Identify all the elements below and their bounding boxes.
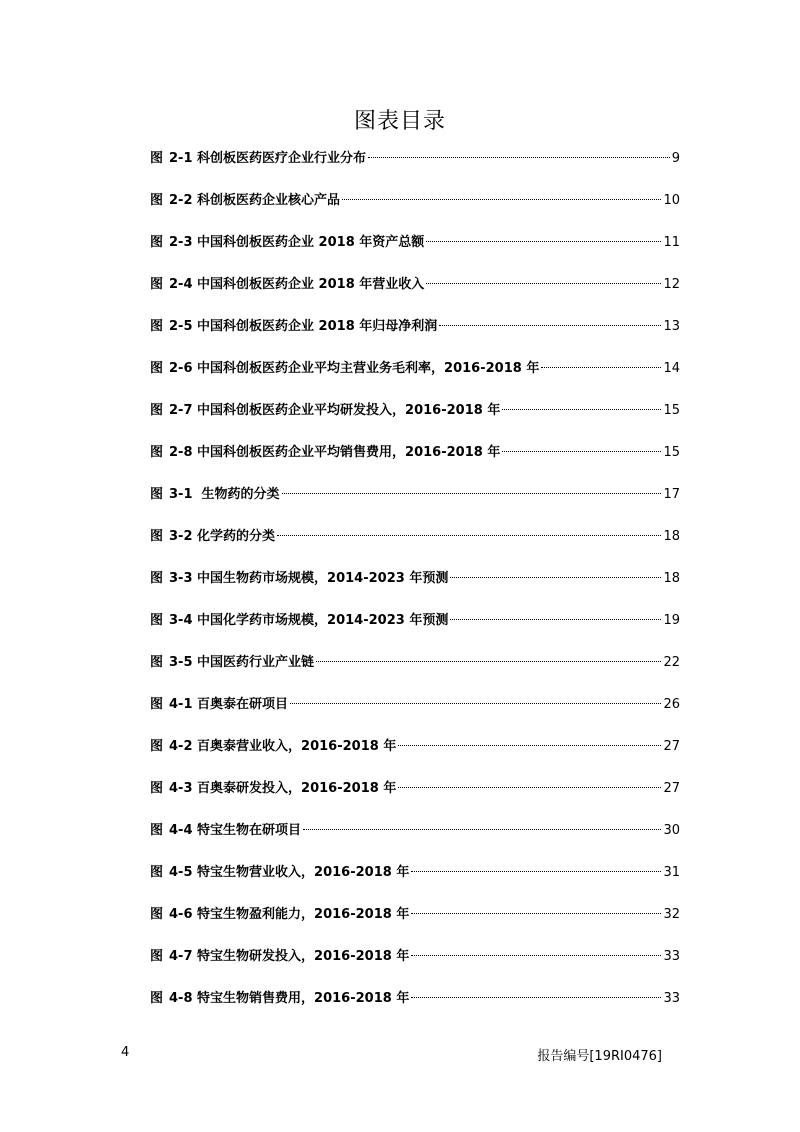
- toc-entry-page-number: 15: [663, 445, 680, 460]
- dot-leader: [368, 157, 670, 158]
- figure-caption: 2-8 中国科创板医药企业平均销售费用，2016-2018 年: [169, 445, 501, 460]
- toc-entry[interactable]: [150, 820, 680, 862]
- dot-leader: [398, 745, 661, 746]
- toc-entry-label: [150, 946, 409, 968]
- figure-prefix: 图: [150, 613, 164, 628]
- figure-caption: 2-6 中国科创板医药企业平均主营业务毛利率，2016-2018 年: [169, 361, 540, 376]
- dot-leader: [290, 703, 661, 704]
- figure-caption: 3-5 中国医药行业产业链: [169, 655, 315, 670]
- dot-leader: [316, 661, 661, 662]
- toc-entry-page-number: 32: [663, 907, 680, 922]
- toc-entry[interactable]: [150, 736, 680, 778]
- toc-entry-page-number: 10: [663, 193, 680, 208]
- toc-entry-label: [150, 442, 500, 464]
- toc-entry[interactable]: [150, 190, 680, 232]
- figure-caption: 2-4 中国科创板医药企业 2018 年营业收入: [169, 277, 425, 292]
- figure-prefix: 图: [150, 697, 164, 712]
- dot-leader: [439, 325, 661, 326]
- figure-prefix: 图: [150, 781, 164, 796]
- toc-entry-page-number: 13: [663, 319, 680, 334]
- figure-prefix: 图: [150, 991, 164, 1006]
- toc-entry-label: [150, 190, 340, 212]
- dot-leader: [411, 997, 661, 998]
- toc-entry[interactable]: [150, 904, 680, 946]
- toc-entry[interactable]: [150, 988, 680, 1030]
- toc-entry-page-number: 30: [663, 823, 680, 838]
- dot-leader: [342, 199, 661, 200]
- footer-report-id: 报告编号[19RI0476]: [537, 1049, 662, 1064]
- toc-entry-label: [150, 316, 437, 338]
- figure-caption: 2-5 中国科创板医药企业 2018 年归母净利润: [169, 319, 438, 334]
- toc-entry[interactable]: [150, 862, 680, 904]
- dot-leader: [277, 535, 661, 536]
- figure-caption: 2-1 科创板医药医疗企业行业分布: [169, 151, 367, 166]
- figure-caption: 3-3 中国生物药市场规模，2014-2023 年预测: [169, 571, 449, 586]
- dot-leader: [303, 829, 661, 830]
- toc-entry-page-number: 27: [663, 781, 680, 796]
- toc-entry-page-number: 27: [663, 739, 680, 754]
- toc-entry-label: [150, 232, 424, 254]
- figure-prefix: 图: [150, 571, 164, 586]
- toc-entry[interactable]: [150, 316, 680, 358]
- figure-prefix: 图: [150, 865, 164, 880]
- toc-entry-page-number: 14: [663, 361, 680, 376]
- figure-prefix: 图: [150, 235, 164, 250]
- dot-leader: [411, 871, 661, 872]
- toc-entry-label: [150, 778, 396, 800]
- figure-prefix: 图: [150, 361, 164, 376]
- toc-entry-label: [150, 400, 500, 422]
- toc-entry[interactable]: [150, 442, 680, 484]
- toc-entry-label: [150, 736, 396, 758]
- toc-entry-page-number: 22: [663, 655, 680, 670]
- figure-caption: 4-4 特宝生物在研项目: [169, 823, 302, 838]
- page-title: 图表目录: [353, 109, 446, 134]
- figure-caption: 2-2 科创板医药企业核心产品: [169, 193, 341, 208]
- dot-leader: [541, 367, 661, 368]
- toc-entry-page-number: 26: [663, 697, 680, 712]
- dot-leader: [411, 913, 661, 914]
- toc-entry-page-number: 15: [663, 403, 680, 418]
- toc-entry-label: [150, 358, 539, 380]
- figure-prefix: 图: [150, 445, 164, 460]
- figure-list: [150, 148, 680, 1030]
- figure-prefix: 图: [150, 739, 164, 754]
- dot-leader: [502, 451, 661, 452]
- figure-prefix: 图: [150, 655, 164, 670]
- toc-entry-label: [150, 274, 424, 296]
- figure-caption: 4-2 百奥泰营业收入，2016-2018 年: [169, 739, 397, 754]
- dot-leader: [450, 619, 661, 620]
- toc-entry-page-number: 33: [663, 991, 680, 1006]
- figure-caption: 2-7 中国科创板医药企业平均研发投入，2016-2018 年: [169, 403, 501, 418]
- toc-entry-label: [150, 568, 448, 590]
- figure-prefix: 图: [150, 949, 164, 964]
- toc-entry[interactable]: [150, 568, 680, 610]
- figure-caption: 4-6 特宝生物盈利能力，2016-2018 年: [169, 907, 410, 922]
- toc-entry[interactable]: [150, 526, 680, 568]
- toc-entry-page-number: 9: [671, 151, 680, 166]
- figure-caption: 4-8 特宝生物销售费用，2016-2018 年: [169, 991, 410, 1006]
- toc-entry[interactable]: [150, 946, 680, 988]
- toc-entry-page-number: 31: [663, 865, 680, 880]
- figure-prefix: 图: [150, 277, 164, 292]
- toc-entry-label: [150, 694, 288, 716]
- toc-entry[interactable]: [150, 400, 680, 442]
- figure-prefix: 图: [150, 823, 164, 838]
- figure-caption: 4-5 特宝生物营业收入，2016-2018 年: [169, 865, 410, 880]
- figure-prefix: 图: [150, 907, 164, 922]
- toc-entry-label: [150, 904, 409, 926]
- dot-leader: [426, 241, 661, 242]
- toc-entry[interactable]: [150, 778, 680, 820]
- toc-entry-page-number: 18: [663, 529, 680, 544]
- figure-prefix: 图: [150, 487, 164, 502]
- figure-prefix: 图: [150, 529, 164, 544]
- figure-caption: 4-1 百奥泰在研项目: [169, 697, 289, 712]
- figure-prefix: 图: [150, 193, 164, 208]
- toc-entry[interactable]: [150, 358, 680, 400]
- footer-page-number: 4: [121, 1045, 130, 1060]
- toc-entry[interactable]: [150, 610, 680, 652]
- figure-caption: 4-7 特宝生物研发投入，2016-2018 年: [169, 949, 410, 964]
- toc-entry-page-number: 17: [663, 487, 680, 502]
- toc-entry[interactable]: [150, 148, 680, 190]
- toc-entry[interactable]: [150, 484, 680, 526]
- figure-caption: 2-3 中国科创板医药企业 2018 年资产总额: [169, 235, 425, 250]
- dot-leader: [426, 283, 661, 284]
- toc-entry-label: [150, 820, 301, 842]
- dot-leader: [502, 409, 661, 410]
- dot-leader: [450, 577, 661, 578]
- toc-entry[interactable]: [150, 232, 680, 274]
- toc-entry-label: [150, 652, 314, 674]
- figure-prefix: 图: [150, 151, 164, 166]
- toc-entry-label: [150, 484, 280, 506]
- toc-entry-page-number: 11: [663, 235, 680, 250]
- figure-caption: 3-2 化学药的分类: [169, 529, 276, 544]
- toc-entry-page-number: 18: [663, 571, 680, 586]
- toc-entry-page-number: 12: [663, 277, 680, 292]
- toc-entry-page-number: 19: [663, 613, 680, 628]
- toc-entry[interactable]: [150, 694, 680, 736]
- dot-leader: [411, 955, 661, 956]
- figure-caption: 3-4 中国化学药市场规模，2014-2023 年预测: [169, 613, 449, 628]
- figure-prefix: 图: [150, 403, 164, 418]
- toc-entry-label: [150, 610, 448, 632]
- toc-entry-page-number: 33: [663, 949, 680, 964]
- toc-entry-label: [150, 988, 409, 1010]
- toc-entry[interactable]: [150, 274, 680, 316]
- toc-entry[interactable]: [150, 652, 680, 694]
- figure-prefix: 图: [150, 319, 164, 334]
- dot-leader: [398, 787, 661, 788]
- dot-leader: [282, 493, 662, 494]
- toc-entry-label: [150, 526, 275, 548]
- figure-caption: 3-1 生物药的分类: [169, 487, 280, 502]
- figure-caption: 4-3 百奥泰研发投入，2016-2018 年: [169, 781, 397, 796]
- toc-entry-label: [150, 862, 409, 884]
- toc-entry-label: [150, 148, 366, 170]
